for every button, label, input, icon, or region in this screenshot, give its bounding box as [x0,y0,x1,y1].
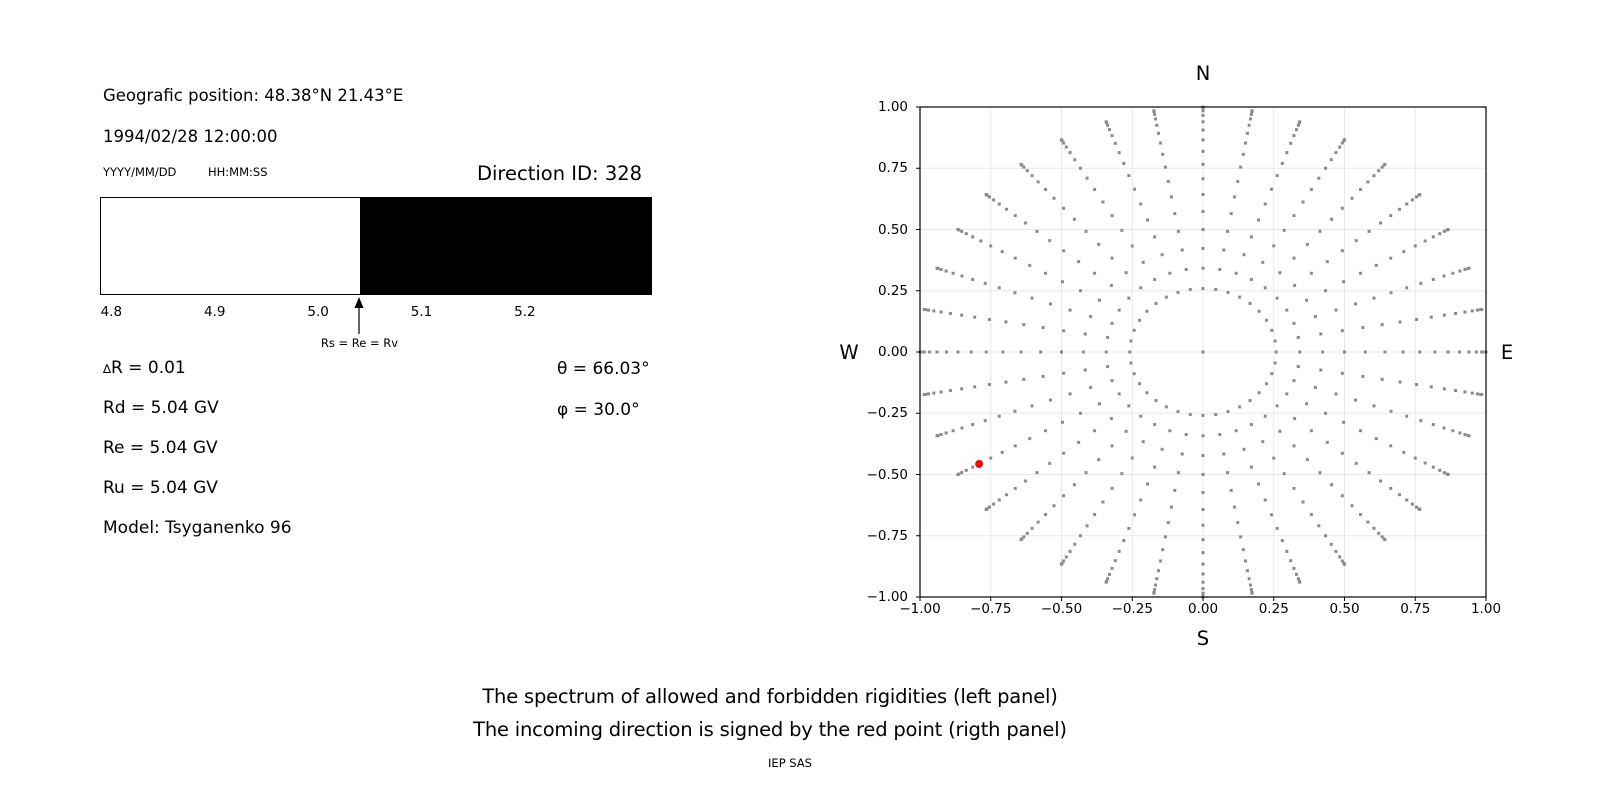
rigidity-spectrum-chart [100,197,652,295]
center-dot [1202,351,1205,354]
spectrum-tick-label: 5.2 [514,304,536,320]
x-tick-label: 0.50 [1329,601,1360,617]
y-tick-label: 0.50 [877,221,908,238]
direction-id-label: Direction ID: 328 [477,162,643,185]
y-tick-label: 0.75 [877,160,908,177]
boundary-arrow-icon [350,297,368,335]
y-tick-label: −0.25 [866,405,908,422]
x-tick-label: −0.75 [970,601,1012,617]
credit-label: IEP SAS [768,756,812,770]
date-format-hint: YYYY/MM/DD [103,165,177,179]
y-tick-label: −0.50 [866,466,908,483]
y-tick-label: −0.75 [866,527,908,544]
datetime-value: 1994/02/28 12:00:00 [103,127,278,146]
spectrum-tick-label: 4.8 [100,304,123,320]
geo-position-label: Geografic position: 48.38°N 21.43°E [103,86,404,105]
spectrum-tick-label: 5.1 [410,304,433,320]
y-tick-label: 0.25 [877,282,908,299]
x-tick-label: 0.00 [1187,601,1219,617]
y-tick-label: 1.00 [877,99,908,115]
x-tick-label: −1.00 [899,601,941,617]
compass-north-label: N [1195,62,1211,85]
spectrum-tick-label: 4.9 [203,304,226,320]
x-tick-label: 0.25 [1258,601,1289,617]
forbidden-region [360,198,651,294]
x-tick-label: −0.25 [1111,601,1153,617]
spectrum-tick-label: 5.0 [307,304,329,320]
direction-grid-dots [919,106,1488,599]
x-tick-label: 1.00 [1470,601,1502,617]
ru-value: Ru = 5.04 GV [103,478,218,498]
y-tick-label: 0.00 [877,344,908,360]
y-tick-label: −1.00 [866,589,908,605]
delta-symbol: ∆ [103,362,112,376]
theta-value: θ = 66.03° [557,359,650,379]
re-value: Re = 5.04 GV [103,438,218,458]
caption-line1: The spectrum of allowed and forbidden rigidities (left panel) [482,685,1058,708]
direction-plot [912,99,1494,605]
allowed-region [101,198,360,294]
time-format-hint: HH:MM:SS [208,165,268,179]
plot-frame [916,107,1486,601]
compass-west-label: W [839,341,859,364]
compass-east-label: E [1500,341,1514,364]
model-label: Model: Tsyganenko 96 [103,518,292,538]
rd-value: Rd = 5.04 GV [103,398,219,418]
x-tick-label: 0.75 [1400,601,1431,617]
boundary-arrow-label: Rs = Re = Rv [320,336,399,350]
compass-south-label: S [1196,627,1210,650]
red-incoming-direction-point [975,460,983,468]
x-tick-label: −0.50 [1040,601,1083,617]
phi-value: φ = 30.0° [557,400,640,420]
delta-r-value [103,358,186,378]
caption-line2: The incoming direction is signed by the red point (rigth panel) [473,718,1067,741]
delta-r-text: R = 0.01 [111,358,186,378]
